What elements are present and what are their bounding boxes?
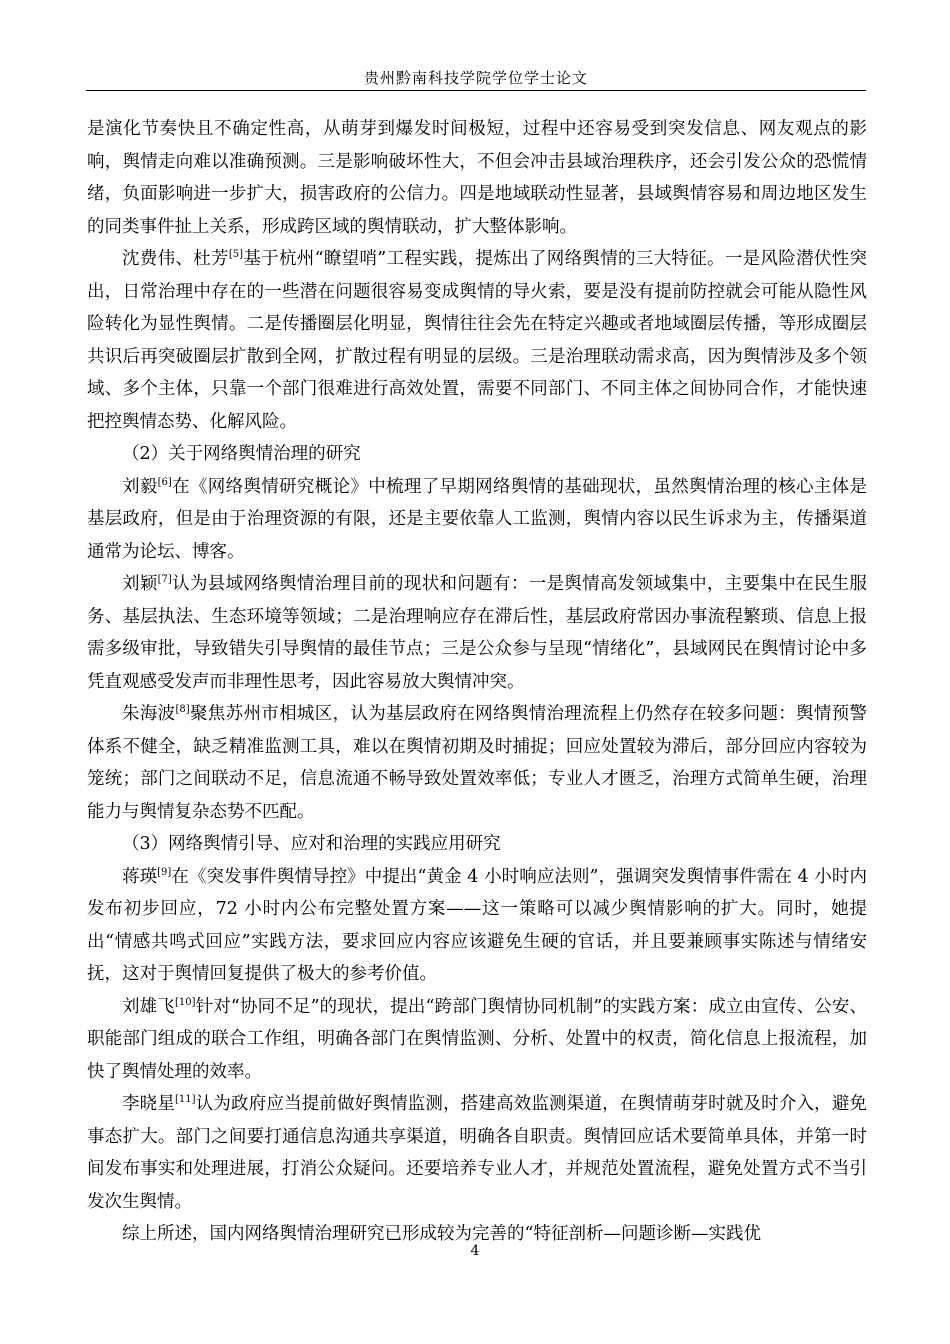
paragraph-text: 针对“协同不足”的现状，提出“跨部门舆情协同机制”的实践方案：成立由宣传、公安、职能部门组成的联合工作组，明确各部门在舆情监测、分析、处置中的权责，简化信息上报流程，加快了舆情处理的效率。 [87,996,867,1082]
citation-ref: [11] [175,1094,196,1105]
paragraph-jiang-ying [87,861,867,991]
subsection-heading: （3）网络舆情引导、应对和治理的实践应用研究 [122,834,501,854]
paragraph-text: 认为政府应当提前做好舆情监测，搭建高效监测渠道，在舆情萌芽时就及时介入，避免事态扩大。部门之间要打通信息沟通共享渠道，明确各自职责。舆情回应话术要简单具体，并第一时间发布事实和处理进展，打消公众疑问。还要培养专业人才，并规范处置流程，避免处置方式不当引发次生舆情。 [87,1094,868,1212]
paragraph-continued: 是演化节奏快且不确定性高，从萌芽到爆发时间极短，过程中还容易受到突发信息、网友观点的影响，舆情走向难以准确预测。三是影响破坏性大，不但会冲击县域治理秩序，还会引发公众的恐慌情绪，负面影响进一步扩大，损害政府的公信力。四是地域联动性显著，县域舆情容易和周边地区发生的同类事件扯上关系，形成跨区域的舆情联动，扩大整体影响。 [87,119,867,237]
paragraph-text: 在《网络舆情研究概论》中梳理了早期网络舆情的基础现状，虽然舆情治理的核心主体是基层政府，但是由于治理资源的有限，还是主要依靠人工监测，舆情内容以民生诉求为主，传播渠道通常为论坛、博客。 [87,476,868,562]
running-header: 贵州黔南科技学院学位学士论文 [363,69,588,87]
author-name: 朱海波 [122,704,176,724]
author-name: 刘颖 [122,574,158,594]
paragraph-shen-feiwei [87,243,867,438]
paragraph-summary: 综上所述，国内网络舆情治理研究已形成较为完善的“特征剖析—问题诊断—实践优 [122,1224,761,1244]
paragraph-liu-xiongfei [87,991,867,1089]
author-name: 李晓星 [122,1094,176,1114]
citation-ref: [7] [157,574,172,585]
subsection-heading: （2）关于网络舆情治理的研究 [122,444,361,464]
paragraph-text: 在《突发事件舆情导控》中提出“黄金 4 小时响应法则”，强调突发舆情事件需在 4 小时内发布初步回应，72 小时内公布完整处置方案——这一策略可以减少舆情影响的扩大。同时，她提出“情感共鸣式回应”实践方法，要求回应内容应该避免生硬的官话，并且要兼顾事实陈述与情绪安抚，这对于舆情回复提供了极大的参考价值。 [87,866,867,984]
citation-ref: [5] [228,249,244,260]
author-name: 刘雄飞 [122,996,175,1017]
citation-ref: [10] [174,996,196,1008]
citation-ref: [8] [175,704,190,715]
paragraph-liu-ying [87,568,867,698]
body-text [87,113,867,1251]
author-name: 蒋瑛 [122,866,158,887]
citation-ref: [6] [157,476,172,488]
paragraph-text: 聚焦苏州市相城区，认为基层政府在网络舆情治理流程上仍然存在较多问题：舆情预警体系不健全，缺乏精准监测工具，难以在舆情初期及时捕捉；回应处置较为滞后，部分回应内容较为笼统；部门之间联动不足，信息流通不畅导致处置效率低；专业人才匮乏，治理方式简单生硬，治理能力与舆情复杂态势不匹配。 [87,704,868,822]
author-name: 刘毅 [122,476,158,497]
paragraph-liu-yi [87,471,867,569]
header-rule [86,90,866,91]
paragraph-text: 基于杭州“瞭望哨”工程实践，提炼出了网络舆情的三大特征。一是风险潜伏性突出，日常治理中存在的一些潜在问题很容易变成舆情的导火索，要是没有提前防控就会可能从隐性风险转化为显性舆情。二是传播圈层化明显，舆情往往会先在特定兴趣或者地域圈层传播，等形成圈层共识后再突破圈层扩散到全网，扩散过程有明显的层级。三是治理联动需求高，因为舆情涉及多个领域、多个主体，只靠一个部门很难进行高效处置，需要不同部门、不同主体之间协同合作，才能快速把控舆情态势、化解风险。 [87,249,868,432]
citation-ref: [9] [157,866,172,878]
paragraph-zhu-haibo [87,698,867,828]
paragraph-text: 认为县域网络舆情治理目前的现状和问题有：一是舆情高发领域集中，主要集中在民生服务、基层执法、生态环境等领域；二是治理响应存在滞后性，基层政府常因办事流程繁琐、信息上报需多级审批，导致错失引导舆情的最佳节点；三是公众参与呈现“情绪化”，县域网民在舆情讨论中多凭直观感受发声而非理性思考，因此容易放大舆情冲突。 [87,574,868,692]
author-name: 沈费伟、杜芳 [122,249,229,269]
page-number: 4 [470,1243,480,1259]
paragraph-li-xiaoxing [87,1088,867,1218]
